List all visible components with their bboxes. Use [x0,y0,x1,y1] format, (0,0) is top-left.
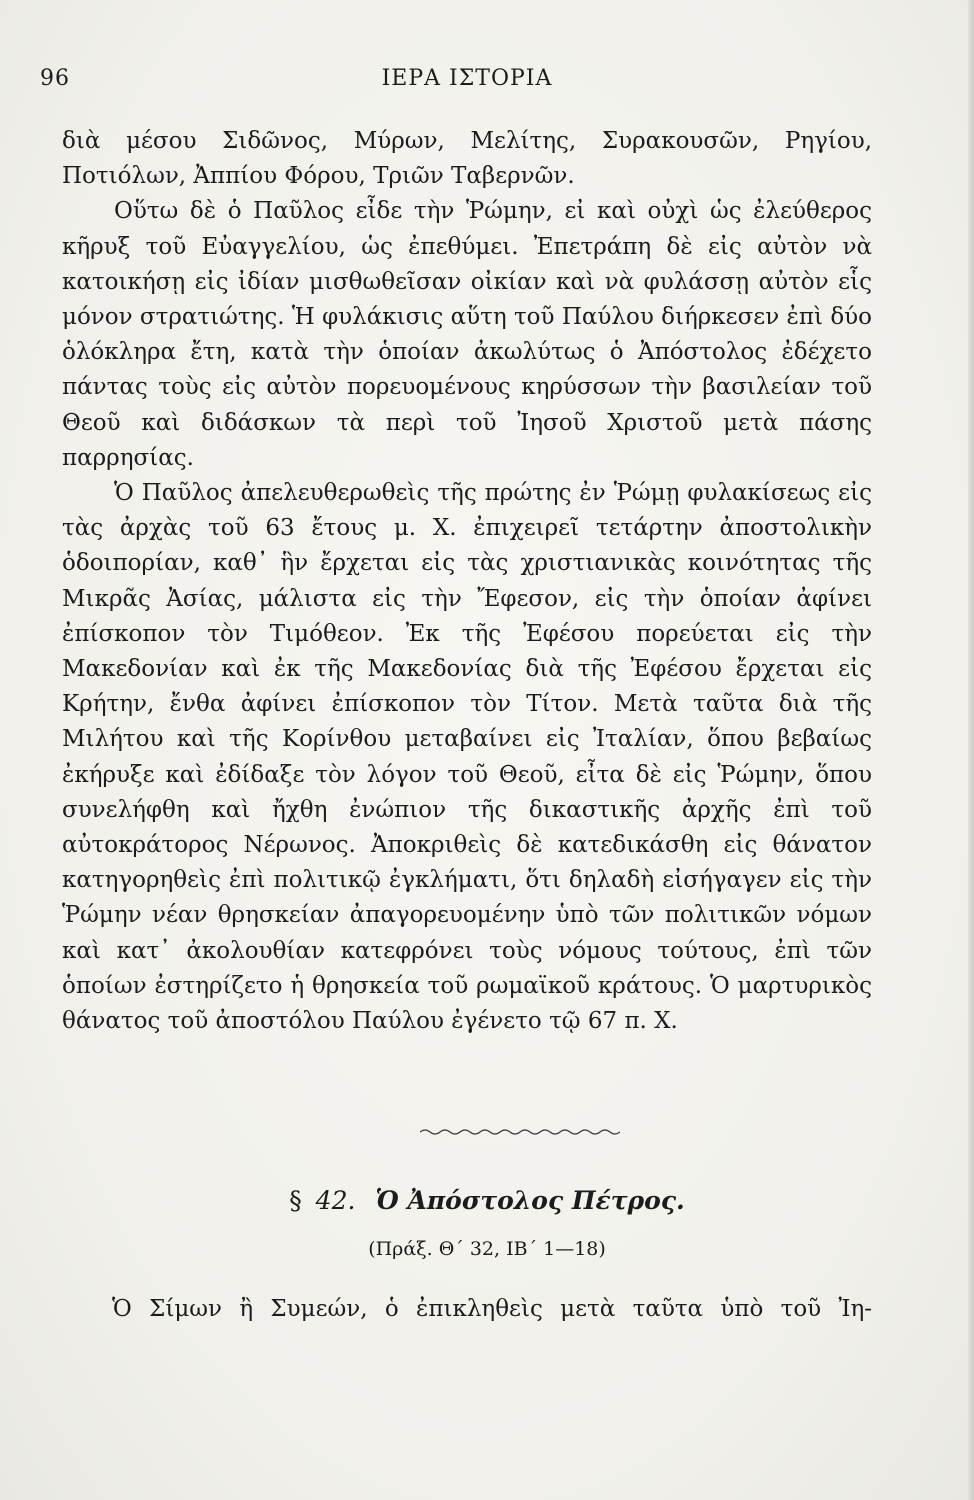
paragraph: Οὕτω δὲ ὁ Παῦλος εἶδε τὴν Ῥώμην, εἰ καὶ οὐχὶ ὡς ἐλεύθερος κῆρυξ τοῦ Εὐαγγελίου, ὡς ἐπεθύμει. Ἐπετράπη δὲ εἰς αὐτὸν νὰ κατοικήσῃ εἰς ἰδίαν μισθωθεῖσαν οἰκίαν καὶ νὰ φυλάσσῃ αὐτὸν εἷς μόνον στρατιώτης. Ἡ φυλάκισις αὕτη τοῦ Παύλου διήρκεσεν ἐπὶ δύο ὁλόκληρα ἔτη, κατὰ τὴν ὁποίαν ἀκωλύτως ὁ Ἀπόστολος ἐδέχετο πάντας τοὺς εἰς αὐτὸν πορευομένους κηρύσσων τὴν βασιλείαν τοῦ Θεοῦ καὶ διδάσκων τὰ περὶ τοῦ Ἰησοῦ Χριστοῦ μετὰ πάσης παρρησίας. [62,198,872,471]
paragraph: Ὁ Παῦλος ἀπελευθερωθεὶς τῆς πρώτης ἐν Ῥώμῃ φυλακίσεως εἰς τὰς ἀρχὰς τοῦ 63 ἔτους μ. Χ. ἐπιχειρεῖ τετάρτην ἀποστολικὴν ὁδοιπορίαν, καθ᾽ ἣν ἔρχεται εἰς τὰς χριστιανικὰς κοινότητας τῆς Μικρᾶς Ἀσίας, μάλιστα εἰς τὴν Ἔφεσον, εἰς τὴν ὁποίαν ἀφίνει ἐπίσκοπον τὸν Τιμόθεον. Ἐκ τῆς Ἐφέσου πορεύεται εἰς τὴν Μακεδονίαν καὶ ἐκ τῆς Μακεδονίας διὰ τῆς Ἐφέσου ἔρχεται εἰς Κρήτην, ἔνθα ἀφίνει ἐπίσκοπον τὸν Τίτον. Μετὰ ταῦτα διὰ τῆς Μιλήτου καὶ τῆς Κορίνθου μεταβαίνει εἰς Ἰταλίαν, ὅπου βεβαίως ἐκήρυξε καὶ ἐδίδαξε τὸν λόγον τοῦ Θεοῦ, εἶτα δὲ εἰς Ῥώμην, ὅπου συνελήφθη καὶ ἤχθη ἐνώπιον τῆς δικαστικῆς ἀρχῆς ἐπὶ τοῦ αὐτοκράτορος Νέρωνος. Ἀποκριθεὶς δὲ κατεδικάσθη εἰς θάνατον κατηγορηθεὶς ἐπὶ πολιτικῷ ἐγκλήματι, ὅτι δηλαδὴ εἰσήγαγεν εἰς τὴν Ῥώμην νέαν θρησκείαν ἀπαγορευομένην ὑπὸ τῶν πολιτικῶν νόμων καὶ κατ᾽ ἀκολουθίαν κατεφρόνει τοὺς νόμους τούτους, ἐπὶ τῶν ὁποίων ἐστηρίζετο ἡ θρησκεία τοῦ ρωμαϊκοῦ κράτους. Ὁ μαρτυρικὸς θάνατος τοῦ ἀποστόλου Παύλου ἐγένετο τῷ 67 π. Χ. [62,480,872,1035]
running-title: ΙΕΡΑ ΙΣΤΟΡΙΑ [381,66,553,91]
continuation-line: Ὁ Σίμων ἢ Συμεών, ὁ ἐπικληθεὶς μετὰ ταῦτα ὑπὸ τοῦ Ἰη- [112,1296,872,1322]
page-number: 96 [40,66,70,91]
section-number: 42. [315,1186,356,1215]
section-title: Ὁ Ἀπόστολος Πέτρος. [375,1186,685,1215]
wavy-divider [420,1126,620,1138]
paragraph: διὰ μέσου Σιδῶνος, Μύρων, Μελίτης, Συρακουσῶν, Ρηγίου, Ποτιόλων, Ἀππίου Φόρου, Τριῶν Ταβερνῶν. [62,128,872,190]
section-heading [0,1186,974,1215]
page-header [40,66,894,100]
page-edge [968,0,974,1500]
scripture-reference: (Πράξ. Θ΄ 32, ΙΒ΄ 1—18) [368,1238,606,1260]
section-symbol: § [289,1186,302,1215]
body-text [62,124,872,1039]
